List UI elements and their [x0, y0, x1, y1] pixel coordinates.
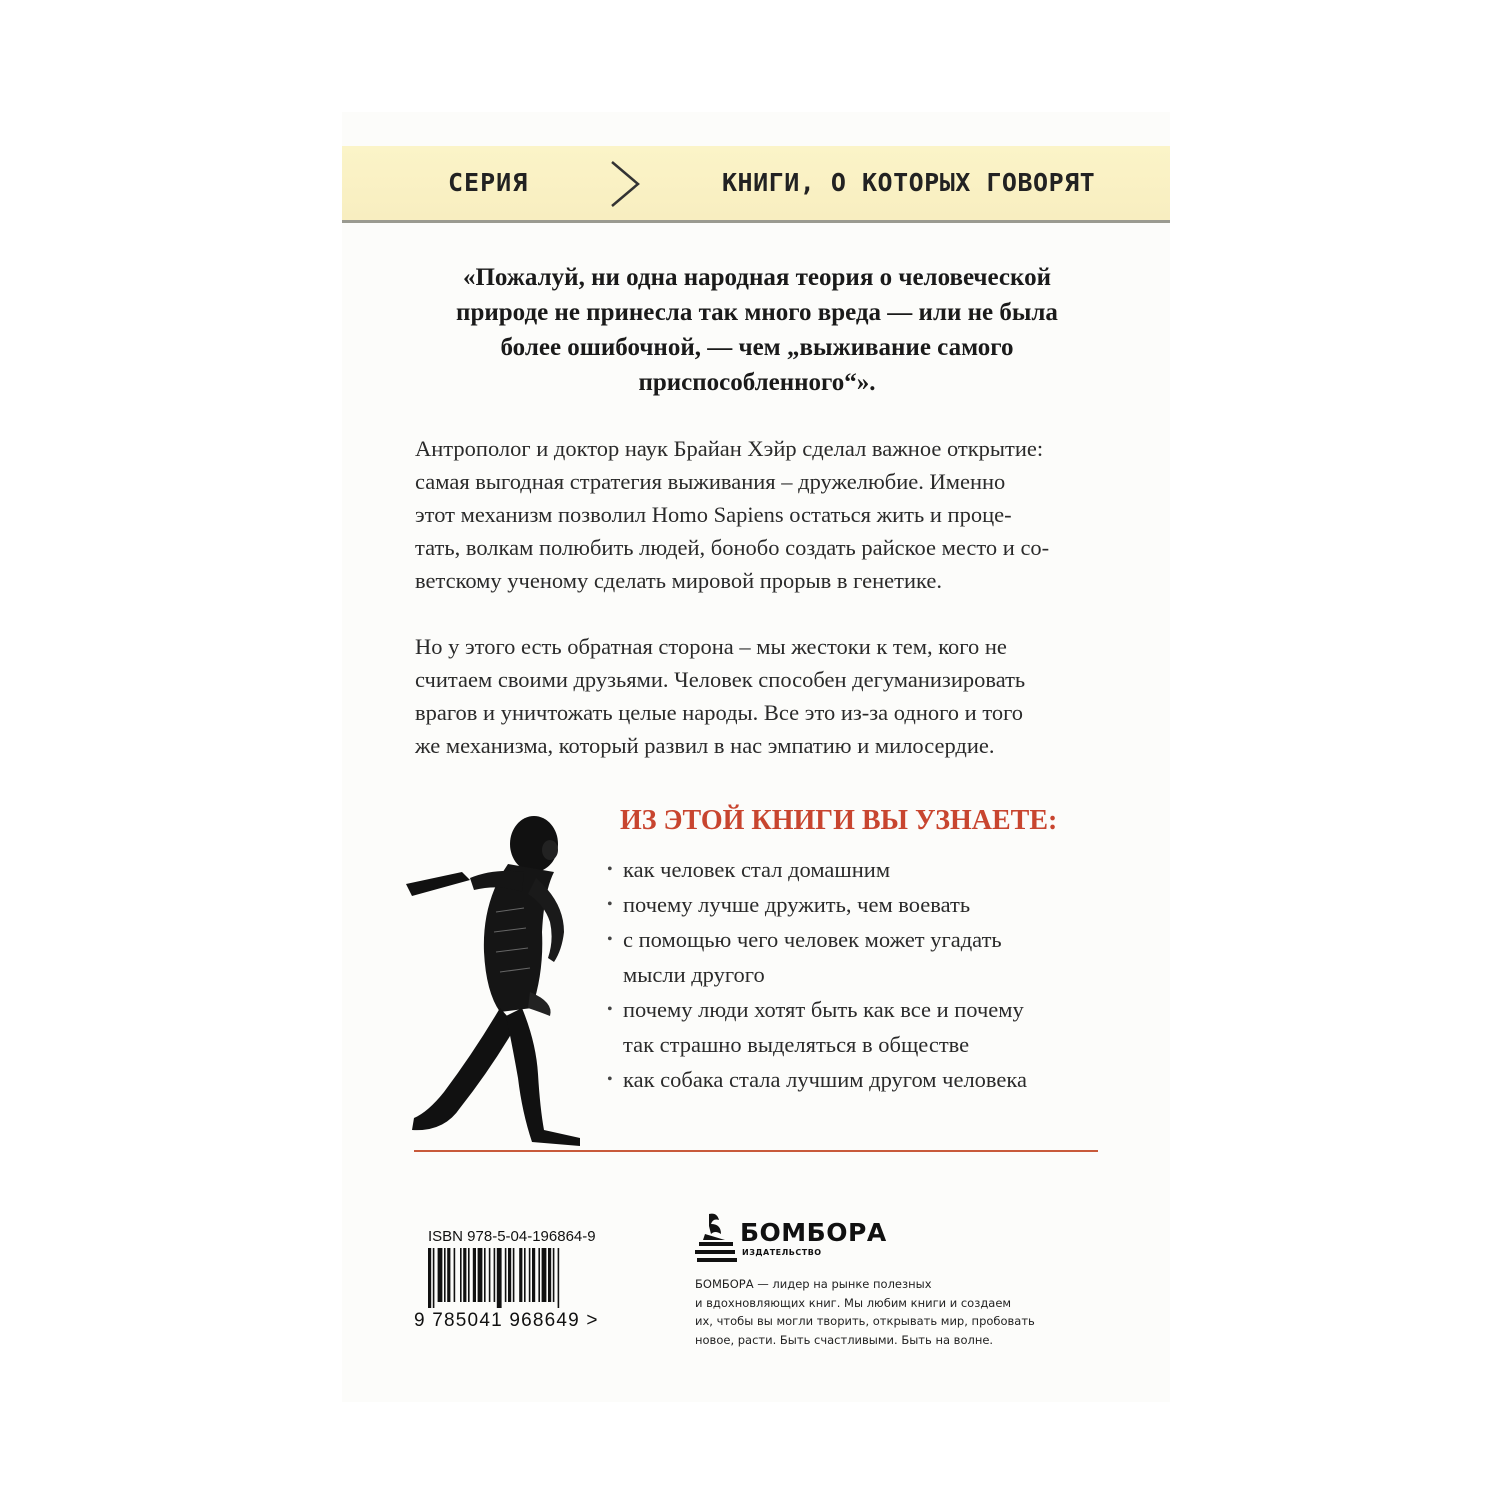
quote-line: более ошибочной, — чем „выживание самого: [500, 334, 1014, 361]
paragraph-line: Но у этого есть обратная сторона – мы жестоки к тем, кого не: [415, 634, 1007, 659]
publisher-name: БОМБОРА: [740, 1218, 887, 1247]
paragraph-line: ветскому ученому сделать мировой прорыв в генетике.: [415, 568, 942, 593]
list-item: [607, 1062, 1087, 1097]
quote-line: «Пожалуй, ни одна народная теория о человеческой: [462, 264, 1051, 291]
quote-line: природе не принесла так много вреда — или не была: [456, 299, 1058, 326]
list-item-line: • как собака стала лучшим другом человека: [623, 1067, 1027, 1092]
quote-line: приспособленного“».: [638, 369, 876, 396]
paragraph-line: этот механизм позволил Homo Sapiens остаться жить и проце-: [415, 502, 1012, 527]
list-item-line: • с помощью чего человек может угадать: [623, 927, 1002, 952]
learn-heading: ИЗ ЭТОЙ КНИГИ ВЫ УЗНАЕТЕ:: [620, 805, 1058, 836]
blurb-line: их, чтобы вы могли творить, открывать мир, пробовать: [695, 1314, 1035, 1328]
list-item: [607, 992, 1087, 1062]
list-item-line: • почему люди хотят быть как все и почему: [623, 997, 1024, 1022]
list-item-line: мысли другого: [623, 962, 765, 987]
description-paragraph-2: [415, 630, 1099, 762]
isbn-label: ISBN 978-5-04-196864-9: [428, 1228, 596, 1245]
publisher-blurb: [695, 1275, 1085, 1349]
paragraph-line: Антрополог и доктор наук Брайан Хэйр сделал важное открытие:: [415, 436, 1044, 461]
book-back-cover: [342, 112, 1170, 1402]
paragraph-line: же механизма, который развил в нас эмпатию и милосердие.: [415, 733, 995, 758]
chevron-right-icon: [608, 160, 642, 208]
paragraph-line: самая выгодная стратегия выживания – дружелюбие. Именно: [415, 469, 1006, 494]
walking-hominid-illustration: [404, 812, 594, 1152]
barcode: [428, 1248, 612, 1308]
blurb-line: БОМБОРА — лидер на рынке полезных: [695, 1277, 932, 1291]
list-item: [607, 887, 1087, 922]
list-item: [607, 852, 1087, 887]
paragraph-line: считаем своими друзьями. Человек способен дегуманизировать: [415, 667, 1026, 692]
list-item-line: • как человек стал домашним: [623, 857, 891, 882]
blurb-line: и вдохновляющих книг. Мы любим книги и создаем: [695, 1295, 1012, 1310]
learn-list: [607, 852, 1087, 1097]
description-paragraph-1: [415, 432, 1099, 597]
list-item-line: так страшно выделяться в обществе: [623, 1032, 970, 1057]
series-banner: [342, 146, 1170, 223]
pull-quote: [412, 260, 1102, 400]
section-divider: [414, 1150, 1098, 1152]
barcode-digits: 9 785041 968649 >: [414, 1310, 599, 1331]
publisher-wave-logo: [695, 1212, 737, 1262]
series-name: КНИГИ, О КОТОРЫХ ГОВОРЯТ: [722, 168, 1096, 197]
publisher-subtitle: ИЗДАТЕЛЬСТВО: [742, 1248, 822, 1257]
list-item: [607, 922, 1087, 992]
paragraph-line: врагов и уничтожать целые народы. Все это из-за одного и того: [415, 700, 1024, 725]
paragraph-line: тать, волкам полюбить людей, бонобо создать райское место и со-: [415, 535, 1050, 560]
series-label: СЕРИЯ: [448, 168, 529, 197]
blurb-line: новое, расти. Быть счастливыми. Быть на волне.: [695, 1332, 994, 1347]
list-item-line: • почему лучше дружить, чем воевать: [623, 892, 971, 917]
